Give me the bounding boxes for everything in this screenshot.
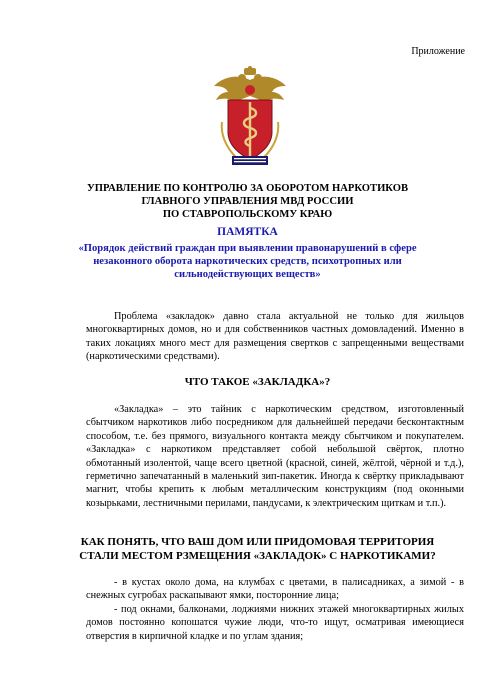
list-item: - в кустах около дома, на клумбах с цветами, в палисадниках, а зимой - в снежных сугробах раскапывают ямки, посторонние лица; xyxy=(86,577,464,602)
section-heading-what-is: ЧТО ТАКОЕ «ЗАКЛАДКА»? xyxy=(184,376,331,388)
intro-paragraph: Проблема «закладок» давно стала актуальной не только для жильцов многоквартирных домов, но и для собственников частных домовладений. Именно в таких локациях много мест для размещения свертков с запрещенными веществами (наркотическими средствами). xyxy=(86,311,464,363)
memo-title: ПАМЯТКА xyxy=(217,226,278,238)
section-heading-how-to-know: КАК ПОНЯТЬ, ЧТО ВАШ ДОМ ИЛИ ПРИДОМОВАЯ ТЕРРИТОРИЯ СТАЛИ МЕСТОМ РЗМЕЩЕНИЯ «ЗАКЛАДОК» С НАРКОТИКАМИ? xyxy=(79,536,436,562)
definition-paragraph: «Закладка» – это тайник с наркотическим средством, изготовленный сбытчиком наркотиков либо посредником для дальнейшей передачи бесконтактным способом, т.е. без прямого, визуального контакта между сбытчиком и покупателем. «Закладка» с наркотиком представляет собой небольшой свёрток, плотно обмотанный изолентой, чаще всего цветной (красной, синей, жёлтой, чёрной и т.д.), герметично запечатанный в маленький зип-пакетик. Иногда к свёртку прикладывают магнит, чтобы крепить к любым металлическим конструкциям (под оконными козырьками, лестничными перилами, пандусами, к электрическим щиткам и т.п.). xyxy=(86,404,464,509)
appendix-label: Приложение xyxy=(411,46,465,57)
organization-line-1: УПРАВЛЕНИЕ ПО КОНТРОЛЮ ЗА ОБОРОТОМ НАРКОТИКОВ xyxy=(86,183,409,194)
list-item: - под окнами, балконами, лоджиями нижних этажей многоквартирных жилых домов постоянно копошатся чужие люди, что-то ищут, осматривая имеющиеся отверстия в кирпичной кладке и по углам здания; xyxy=(86,604,464,642)
memo-subtitle: «Порядок действий граждан при выявлении правонарушений в сфере незаконного оборота наркотических средств, психотропных или сильнодействующих веществ» xyxy=(78,243,417,280)
organization-line-2: ГЛАВНОГО УПРАВЛЕНИЯ МВД РОССИИ xyxy=(141,196,354,207)
organization-line-3: ПО СТАВРОПОЛЬСКОМУ КРАЮ xyxy=(162,209,333,220)
organization-name xyxy=(40,182,455,221)
mvd-emblem-icon xyxy=(212,66,288,170)
